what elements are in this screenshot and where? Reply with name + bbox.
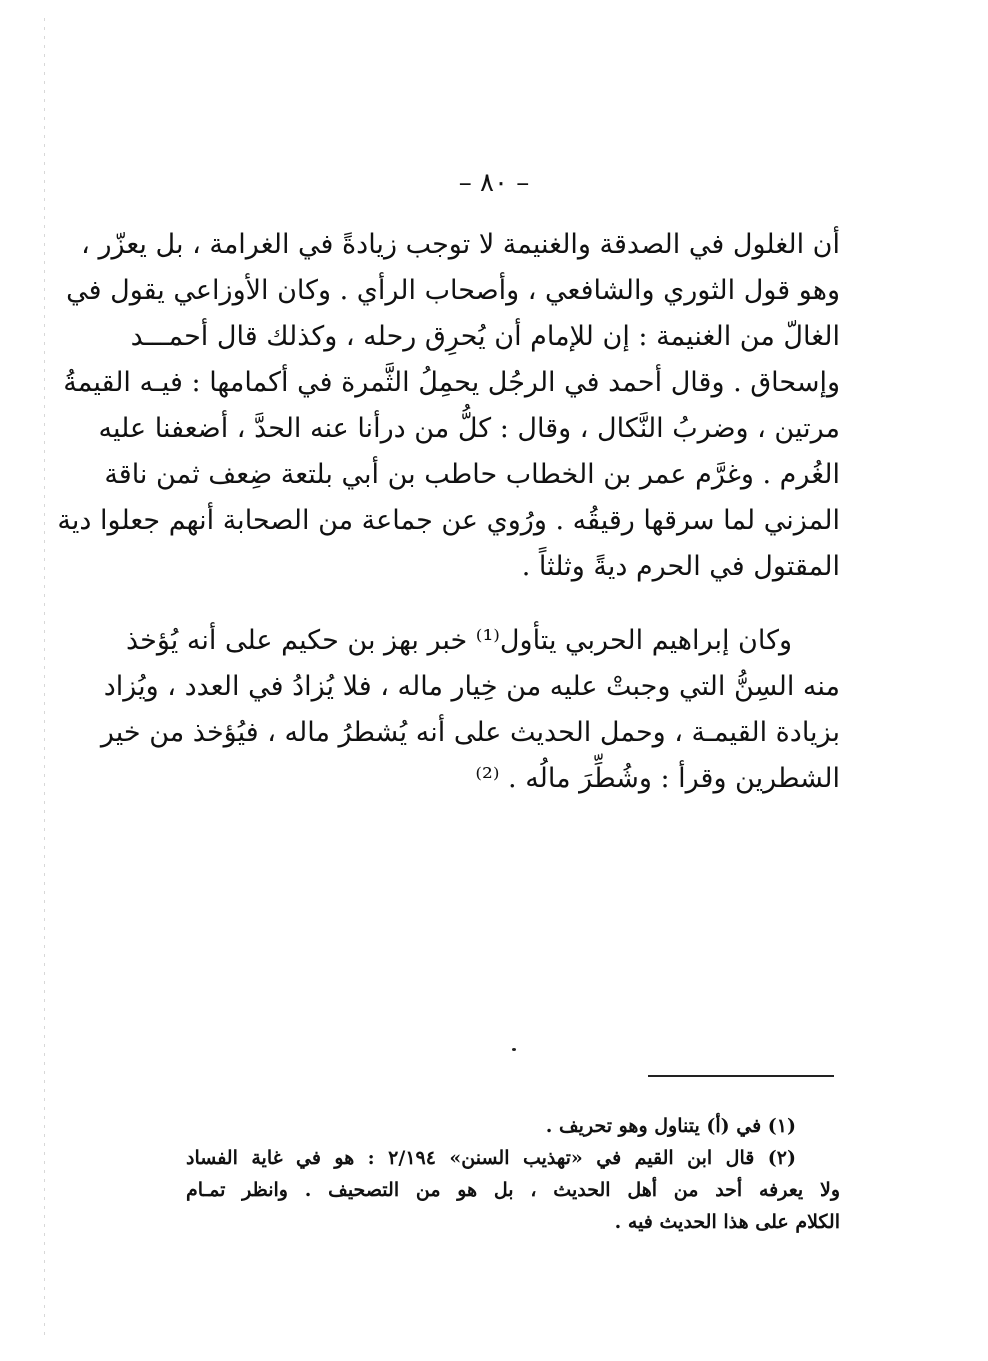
main-text (57, 222, 840, 802)
text-line: المزني لما سرقها رقيقُه . ورُوي عن جماعة من الصحابة أنهم جعلوا دية (57, 505, 840, 536)
text-line: الغالّ من الغنيمة : إن للإمام أن يُحرِق رحله ، وكذلك قال أحمـــد (130, 321, 840, 352)
footnote-1: (١) في (أ) يتناول وهو تحريف . (545, 1115, 796, 1137)
footnotes (186, 1110, 840, 1238)
text-line: أن الغلول في الصدقة والغنيمة لا توجب زيادةً في الغرامة ، بل يعزّر ، (81, 229, 840, 260)
text-line: وكان إبراهيم الحربي يتأول⁽¹⁾ خبر بهز بن حكيم على أنه يُؤخذ (125, 625, 792, 656)
text-line: بزيادة القيمـة ، وحمل الحديث على أنه يُشطرُ ماله ، فيُؤخذ من خير (100, 717, 840, 748)
text-line: الغُرم . وغرَّم عمر بن الخطاب حاطب بن أبي بلتعة ضِعف ثمن ناقة (104, 459, 840, 490)
scan-speck (512, 1048, 516, 1051)
footnote-2-cont: الكلام على هذا الحديث فيه . (614, 1211, 840, 1233)
page-number: – ٨٠ – (458, 168, 530, 198)
footnote-separator (648, 1075, 834, 1077)
footnote-2: (٢) قال ابن القيم في «تهذيب السنن» ٢/١٩٤ : هو في غاية الفساد (186, 1147, 797, 1169)
text-line: المقتول في الحرم ديةً وثلثاً . (521, 551, 840, 582)
scan-edge-artifact (44, 18, 45, 1338)
text-line: منه السِنُّ التي وجبتْ عليه من خِيار ماله ، فلا يُزادُ في العدد ، ويُزاد (103, 671, 840, 702)
text-line: وهو قول الثوري والشافعي ، وأصحاب الرأي . وكان الأوزاعي يقول في (66, 275, 840, 306)
text-line: الشطرين وقرأ : وشُطِّرَ مالُه . ⁽²⁾ (475, 763, 840, 794)
footnote-2-cont: ولا يعرفه أحد من أهل الحديث ، بل هو من التصحيف . وانظر تمـام (186, 1179, 840, 1201)
text-line: وإسحاق . وقال أحمد في الرجُل يحمِلُ الثَّمرة في أكمامها : فيـه القيمةُ (63, 367, 840, 398)
paragraph-gap (186, 590, 840, 618)
text-line: مرتين ، وضربُ النَّكال ، وقال : كلُّ من درأنا عنه الحدَّ ، أضعفنا عليه (98, 413, 840, 444)
